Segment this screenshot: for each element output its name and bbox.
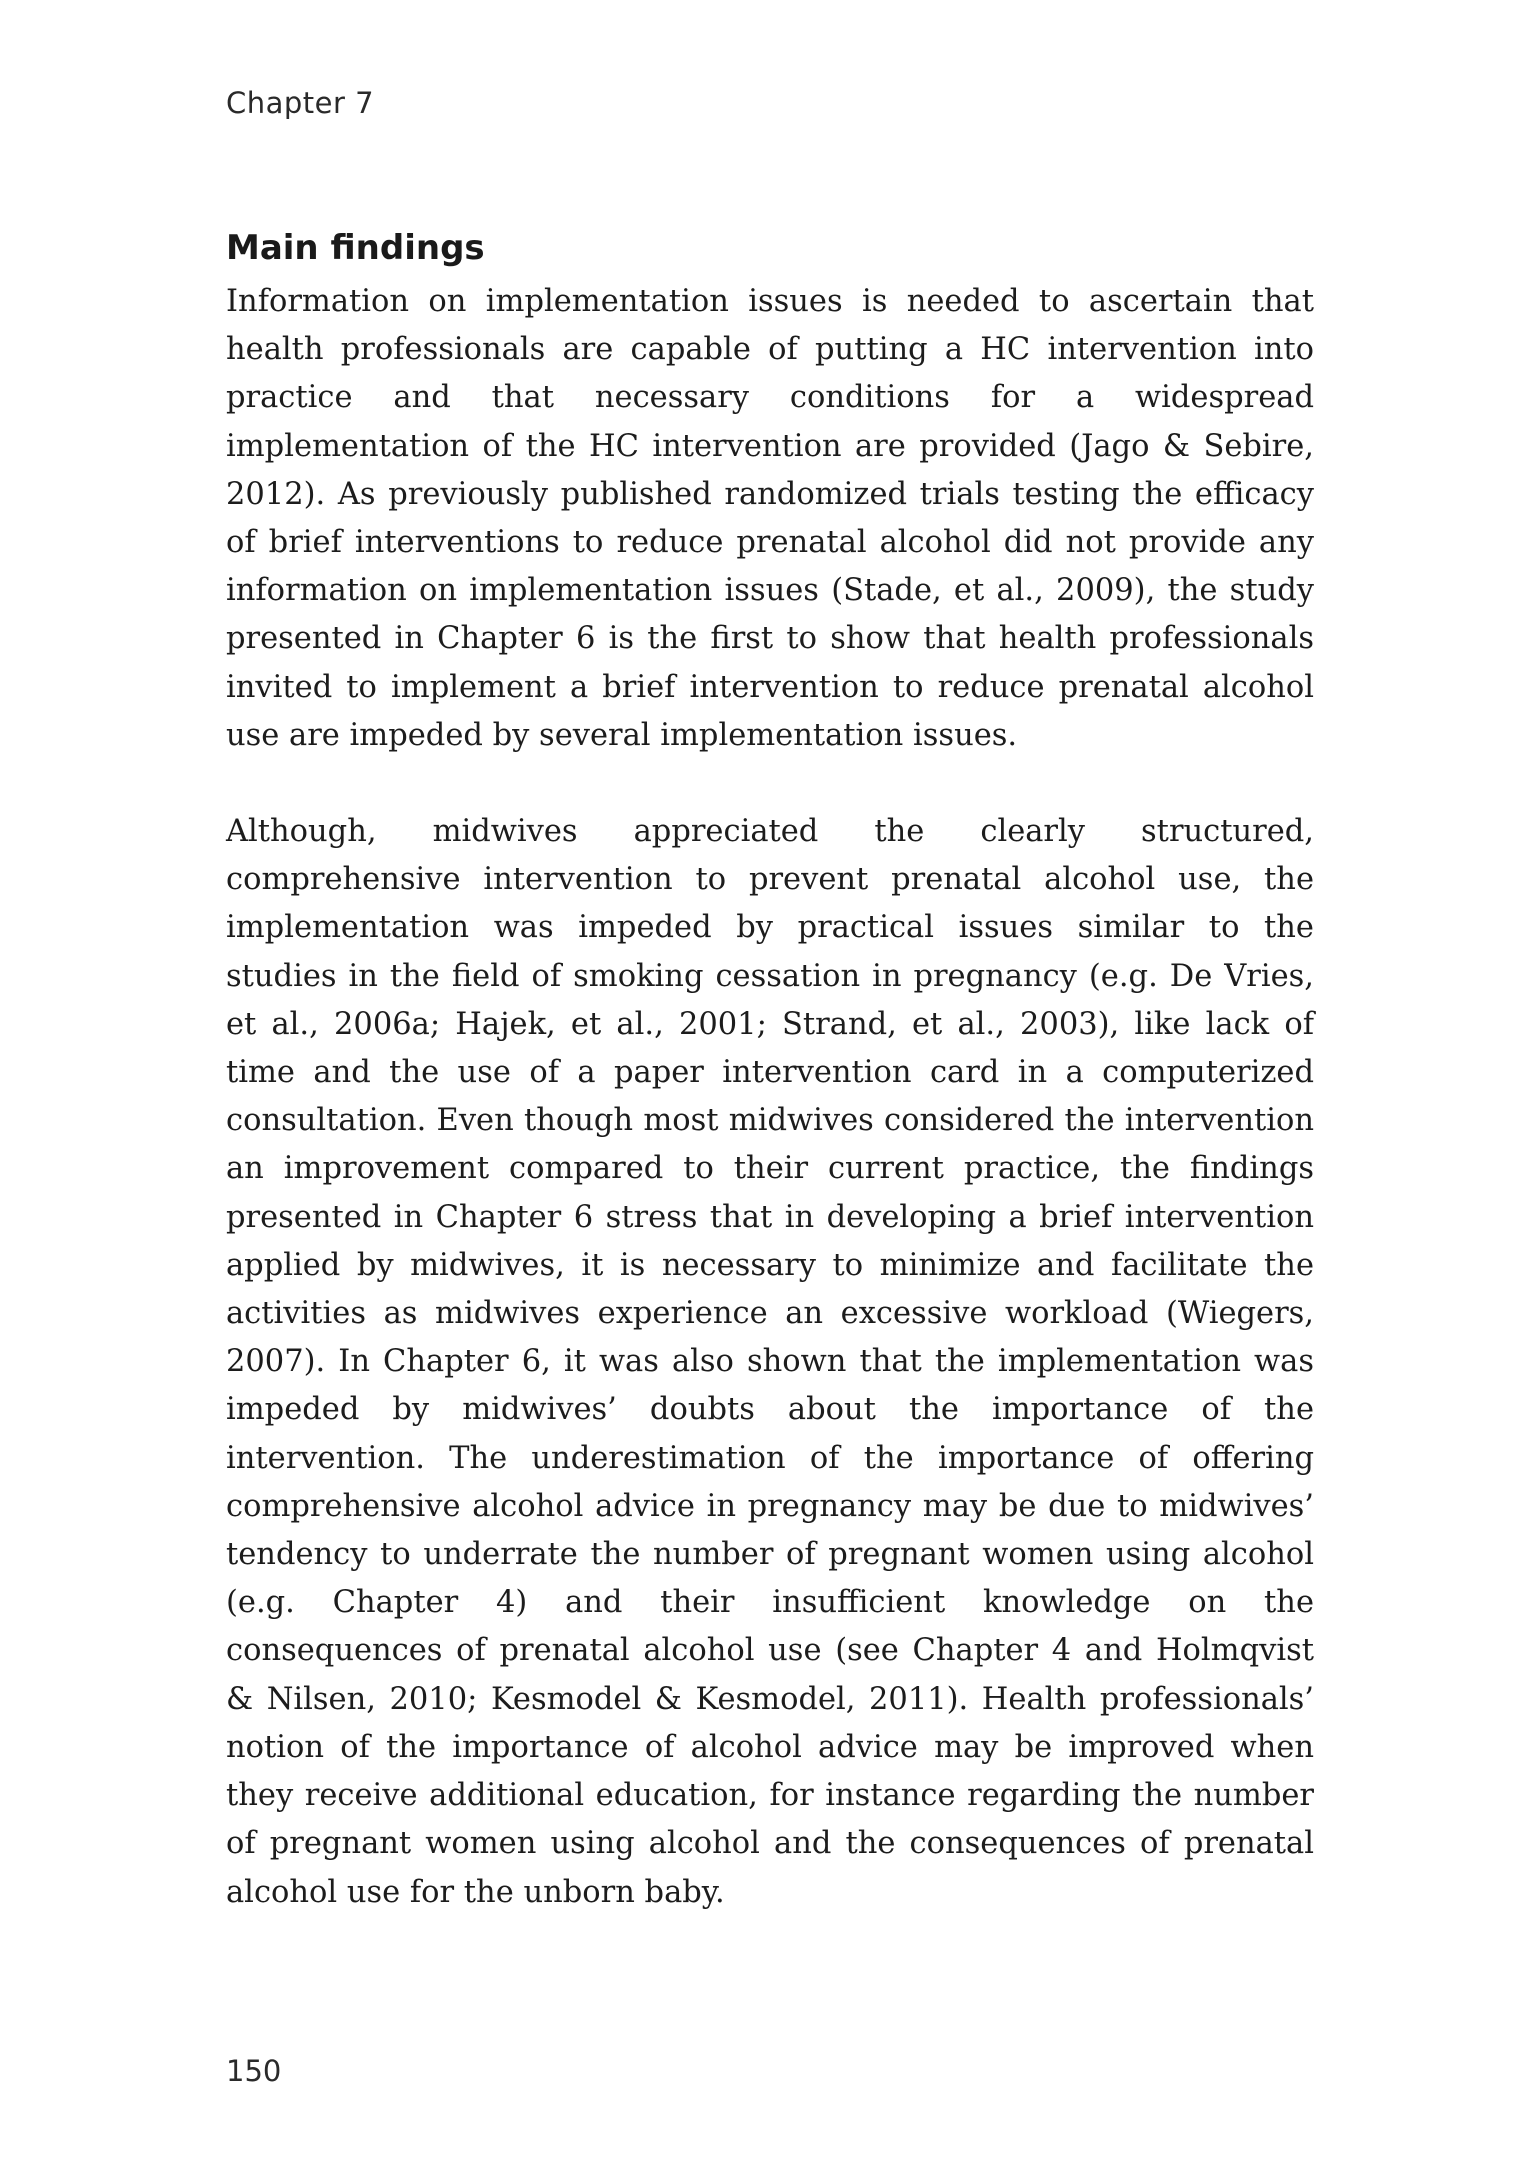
main-content: [226, 222, 1314, 1917]
body-paragraph-2: Although, midwives appreciated the clearly structured, comprehensive intervention to prevent prenatal alcohol use, the implementation was impeded by practical issues similar to the studies in the field of smoking cessation in pregnancy (e.g. De Vries, et al., 2006a; Hajek, et al., 2001; Strand, et al., 2003), like lack of time and the use of a paper intervention card in a computerized consultation. Even though most midwives considered the intervention an improvement compared to their current practice, the findings presented in Chapter 6 stress that in developing a brief intervention applied by midwives, it is necessary to minimize and facilitate the activities as midwives experience an excessive workload (Wiegers, 2007). In Chapter 6, it was also shown that the implementation was impeded by midwives’ doubts about the importance of the intervention. The underestimation of the importance of offering comprehensive alcohol advice in pregnancy may be due to midwives’ tendency to underrate the number of pregnant women using alcohol (e.g. Chapter 4) and their insufficient knowledge on the consequences of prenatal alcohol use (see Chapter 4 and Holmqvist & Nilsen, 2010; Kesmodel & Kesmodel, 2011). Health professionals’ notion of the importance of alcohol advice may be improved when they receive additional education, for instance regarding the number of pregnant women using alcohol and the consequences of prenatal alcohol use for the unborn baby.: [226, 814, 1314, 1910]
body-paragraph-1: Information on implementation issues is needed to ascertain that health professionals are capable of putting a HC intervention into practice and that necessary conditions for a widespread implementation of the HC intervention are provided (Jago & Sebire, 2012). As previously published randomized trials testing the efficacy of brief interventions to reduce prenatal alcohol did not provide any information on implementation issues (Stade, et al., 2009), the study presented in Chapter 6 is the first to show that health professionals invited to implement a brief intervention to reduce prenatal alcohol use are impeded by several implementation issues.: [226, 284, 1314, 753]
section-heading: Main findings: [226, 228, 485, 268]
page-number: 150: [226, 2054, 282, 2088]
running-head: Chapter 7: [226, 86, 375, 120]
